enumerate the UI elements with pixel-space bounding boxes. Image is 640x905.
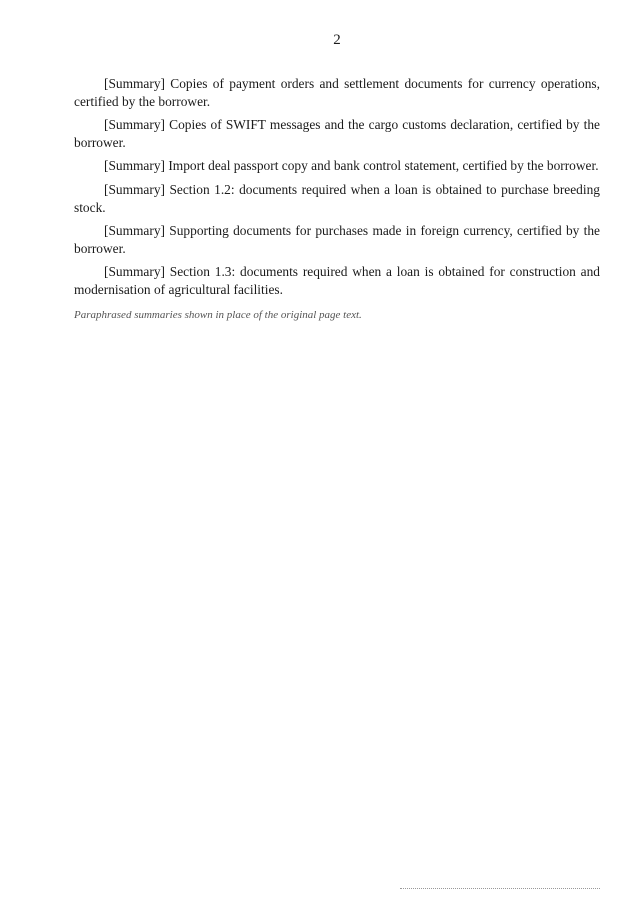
summary-note: Paraphrased summaries shown in place of the original page text. [74, 308, 362, 321]
document-body [74, 75, 600, 299]
paragraph: [Summary] Copies of SWIFT messages and the cargo customs declaration, certified by the borrower. [74, 117, 600, 150]
paragraph: [Summary] Supporting documents for purchases made in foreign currency, certified by the borrower. [74, 223, 600, 256]
paragraph: [Summary] Import deal passport copy and bank control statement, certified by the borrower. [104, 158, 599, 174]
paragraph: [Summary] Section 1.2: documents required when a loan is obtained to purchase breeding stock. [74, 181, 600, 215]
footer-dotted-line [400, 888, 600, 889]
page-number: 2 [333, 32, 341, 48]
paragraph: [Summary] Copies of payment orders and settlement documents for currency operations, certified by the borrower. [74, 76, 600, 109]
paragraph: [Summary] Section 1.3: documents required when a loan is obtained for construction and modernisation of agricultural facilities. [74, 264, 600, 297]
